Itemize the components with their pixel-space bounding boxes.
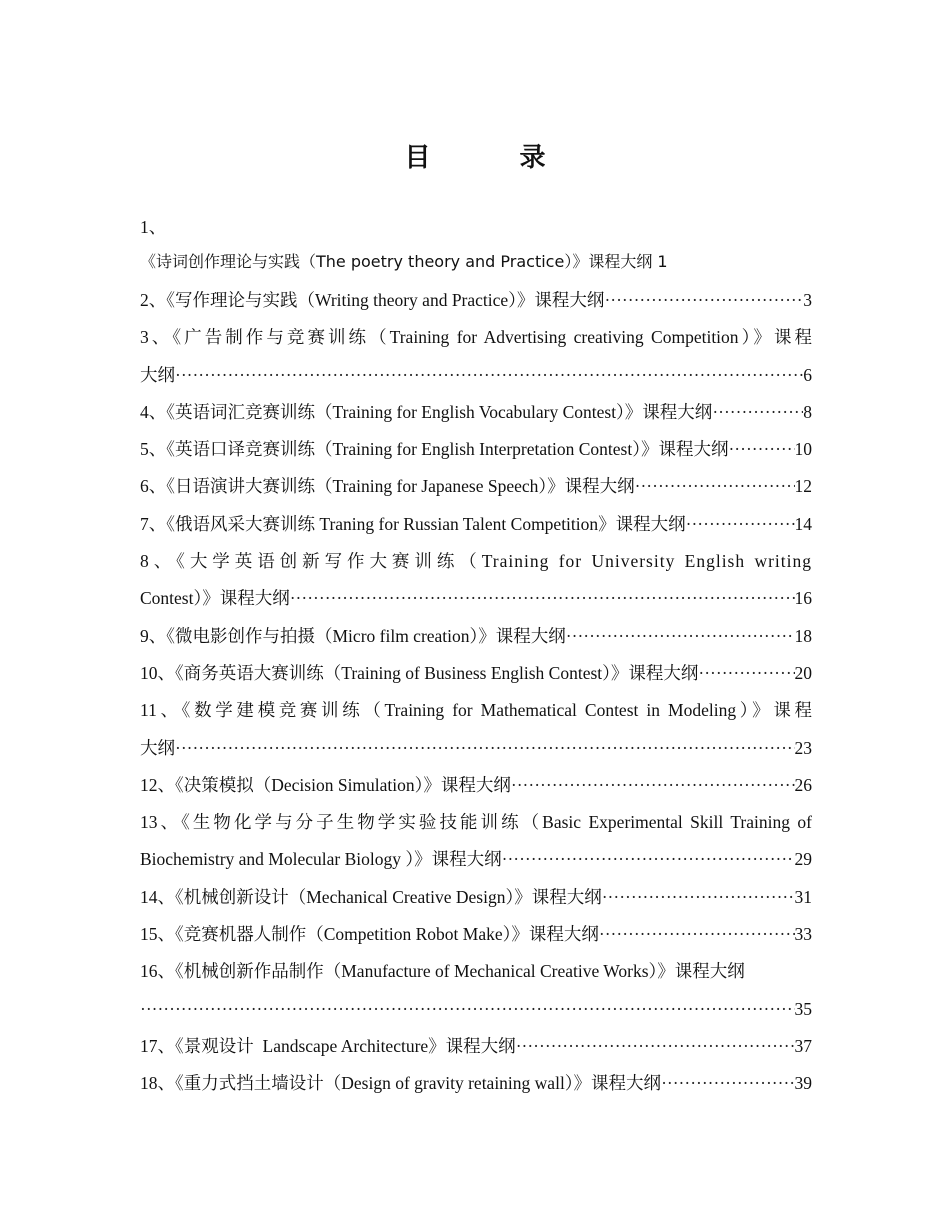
toc-entry-7[interactable] xyxy=(140,506,812,543)
toc-entry-16-text: 16、《机械创新作品制作（Manufacture of Mechanical Creative Works）》课程大纲 xyxy=(140,961,745,982)
dot-leader xyxy=(602,879,795,916)
toc-entry-9-page: 18 xyxy=(794,625,812,646)
toc-entry-14-text: 14、《机械创新设计（Mechanical Creative Design）》课程大纲 xyxy=(140,886,602,907)
dot-leader xyxy=(511,767,795,804)
dot-leader xyxy=(516,1028,795,1065)
toc-entry-7-text: 7、《俄语风采大赛训练 Traning for Russian Talent Competition》课程大纲 xyxy=(140,513,686,534)
toc-entry-6[interactable] xyxy=(140,468,812,505)
toc-entry-12[interactable] xyxy=(140,767,812,804)
dot-leader xyxy=(712,394,803,431)
table-of-contents xyxy=(140,212,812,1103)
toc-entry-5[interactable] xyxy=(140,431,812,468)
toc-entry-3[interactable] xyxy=(140,319,812,356)
toc-entry-3-text-cont: 大纲 xyxy=(140,364,175,385)
toc-entry-3-text: 3、《广告制作与竞赛训练（Training for Advertising creativing Competition）》课程 xyxy=(140,327,812,348)
toc-entry-13[interactable] xyxy=(140,804,812,841)
toc-entry-8-page: 16 xyxy=(794,588,812,609)
toc-entry-2[interactable] xyxy=(140,282,812,319)
toc-entry-2-text: 2、《写作理论与实践（Writing theory and Practice）》课程大纲 xyxy=(140,290,605,310)
dot-leader xyxy=(502,841,795,878)
toc-entry-16-page: 35 xyxy=(794,998,812,1019)
toc-entry-1-number-line xyxy=(140,212,812,242)
dot-leader xyxy=(661,1065,794,1102)
toc-entry-4-text: 4、《英语词汇竞赛训练（Training for English Vocabulary Contest）》课程大纲 xyxy=(140,401,713,422)
toc-entry-18-text: 18、《重力式挡土墙设计（Design of gravity retaining wall）》课程大纲 xyxy=(140,1073,662,1094)
toc-entry-3-cont[interactable] xyxy=(140,357,812,394)
toc-entry-5-page: 10 xyxy=(794,439,812,460)
toc-entry-8-text: 8、《大学英语创新写作大赛训练（Training for University English writing xyxy=(140,551,812,572)
toc-entry-8-cont[interactable] xyxy=(140,580,812,617)
dot-leader xyxy=(175,357,803,394)
dot-leader xyxy=(140,991,795,1028)
dot-leader xyxy=(175,730,795,767)
toc-entry-4[interactable] xyxy=(140,394,812,431)
toc-entry-3-page: 6 xyxy=(803,364,812,385)
toc-entry-11-text-cont: 大纲 xyxy=(140,737,175,758)
toc-entry-10-text: 10、《商务英语大赛训练（Training of Business English Contest）》课程大纲 xyxy=(140,662,699,683)
toc-entry-13-text: 13、《生物化学与分子生物学实验技能训练（Basic Experimental Skill Training of xyxy=(140,812,812,833)
toc-entry-1-text: 《诗词创作理论与实践（The poetry theory and Practice）》课程大纲 1 xyxy=(140,252,668,271)
toc-entry-1-number: 1、 xyxy=(140,217,167,237)
toc-entry-9-text: 9、《微电影创作与拍摄（Micro film creation）》课程大纲 xyxy=(140,625,566,646)
toc-entry-12-page: 26 xyxy=(794,774,812,795)
toc-entry-11-cont[interactable] xyxy=(140,730,812,767)
toc-entry-2-page: 3 xyxy=(803,290,812,310)
toc-entry-13-cont[interactable] xyxy=(140,841,812,878)
toc-entry-14-page: 31 xyxy=(794,886,812,907)
toc-entry-6-page: 12 xyxy=(794,476,812,497)
toc-entry-1[interactable] xyxy=(140,242,812,282)
dot-leader xyxy=(566,618,795,655)
toc-entry-14[interactable] xyxy=(140,879,812,916)
dot-leader xyxy=(599,916,795,953)
toc-entry-11-text: 11、《数学建模竞赛训练（Training for Mathematical Contest in Modeling）》课程 xyxy=(140,700,812,721)
toc-entry-13-text-cont: Biochemistry and Molecular Biology ）》课程大纲 xyxy=(140,849,502,870)
toc-entry-12-text: 12、《决策模拟（Decision Simulation）》课程大纲 xyxy=(140,774,511,795)
dot-leader xyxy=(604,282,803,319)
toc-entry-18[interactable] xyxy=(140,1065,812,1102)
toc-entry-15[interactable] xyxy=(140,916,812,953)
page-title: 目 录 xyxy=(404,143,586,173)
toc-entry-4-page: 8 xyxy=(803,401,812,422)
toc-entry-11[interactable] xyxy=(140,692,812,729)
toc-entry-15-page: 33 xyxy=(794,924,812,945)
toc-entry-8-text-cont: Contest）》课程大纲 xyxy=(140,588,290,609)
toc-entry-10-page: 20 xyxy=(794,662,812,683)
toc-entry-13-page: 29 xyxy=(794,849,812,870)
toc-entry-17[interactable] xyxy=(140,1028,812,1065)
toc-entry-11-page: 23 xyxy=(794,737,812,758)
toc-entry-16-cont[interactable] xyxy=(140,991,812,1028)
toc-entry-6-text: 6、《日语演讲大赛训练（Training for Japanese Speech）》课程大纲 xyxy=(140,476,635,497)
toc-entry-18-page: 39 xyxy=(794,1073,812,1094)
dot-leader xyxy=(290,580,795,617)
toc-entry-5-text: 5、《英语口译竞赛训练（Training for English Interpretation Contest）》课程大纲 xyxy=(140,439,729,460)
toc-entry-9[interactable] xyxy=(140,618,812,655)
dot-leader xyxy=(635,468,795,505)
dot-leader xyxy=(686,506,795,543)
toc-entry-16[interactable] xyxy=(140,953,812,990)
toc-entry-17-page: 37 xyxy=(794,1035,812,1056)
dot-leader xyxy=(698,655,794,692)
toc-entry-10[interactable] xyxy=(140,655,812,692)
toc-entry-15-text: 15、《竞赛机器人制作（Competition Robot Make）》课程大纲 xyxy=(140,924,599,945)
toc-entry-7-page: 14 xyxy=(794,513,812,534)
toc-entry-8[interactable] xyxy=(140,543,812,580)
dot-leader xyxy=(728,431,794,468)
toc-entry-17-text: 17、《景观设计 Landscape Architecture》课程大纲 xyxy=(140,1035,516,1056)
